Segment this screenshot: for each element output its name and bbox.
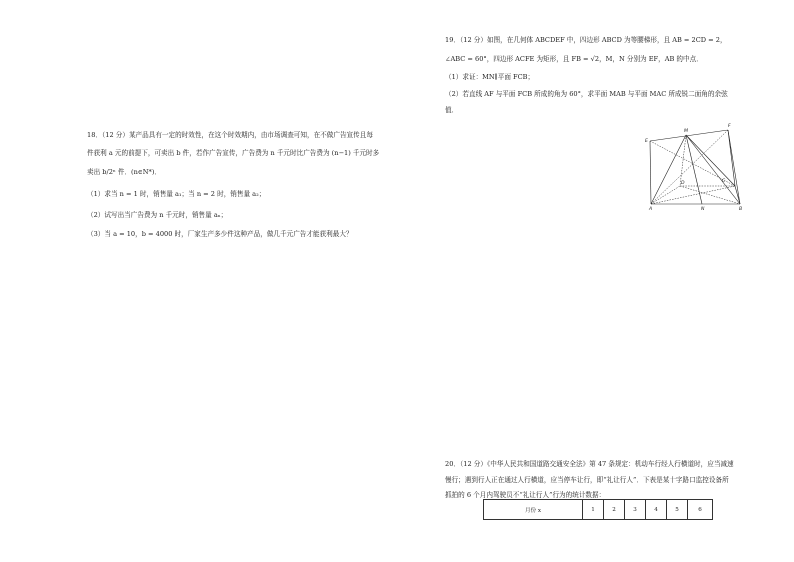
table-header-month: 月份 x [484,500,583,520]
table-cell: 1 [583,500,604,520]
q19-line-2: ∠ABC = 60°，四边形 ACFE 为矩形，且 FB = √2，M，N 分别为 EF，AB 的中点． [445,55,703,63]
q20-line-1: 20．（12 分）《中华人民共和国道路交通安全法》第 47 条规定：机动车行经人行横道时，应当减速 [445,460,734,468]
q19-part-2: （2）若直线 AF 与平面 FCB 所成的角为 60°，求平面 MAB 与平面 MAC 所成锐二面角的余弦 [445,90,728,98]
figure-label-m: M [684,129,688,134]
q18-line-1: 18．（12 分）某产品具有一定的时效性，在这个时效期内，由市场调查可知，在不做广告宣传且每 [87,131,373,139]
table-cell: 4 [646,500,667,520]
figure-label-a: A [649,207,653,212]
q18-part-3: （3）当 a = 10，b = 4000 时，厂家生产多少件这种产品，做几千元广告才能获利最大？ [87,230,353,238]
figure-label-e: E [645,139,648,144]
q20-line-2: 慢行；遇到行人正在通过人行横道，应当停车让行，即“礼让行人”．下表是某十字路口监控设备所 [445,476,729,484]
figure-label-c: C [722,179,726,184]
table-cell: 3 [625,500,646,520]
table-row [484,500,713,520]
figure-label-f: F [728,124,731,129]
table-cell: 6 [688,500,713,520]
geometry-figure [640,120,752,212]
q19-part-1: （1）求证：MN∥平面 FCB； [445,73,535,81]
q18-line-2: 件获利 a 元的前提下，可卖出 b 件，若作广告宣传，广告费为 n 千元时比广告费为 (n−1) 千元时多 [87,149,380,157]
q20-line-3: 抓拍的 6 个月内驾驶员不“礼让行人”行为的统计数据： [445,491,606,499]
violation-data-table [483,499,713,520]
q19-part-2b: 值． [445,106,459,114]
q18-part-1: （1）求当 n = 1 时，销售量 a₁；当 n = 2 时，销售量 a₂； [87,190,266,198]
figure-label-n: N [701,207,705,212]
figure-label-b: B [739,207,743,212]
q19-line-1: 19．（12 分）如图，在几何体 ABCDEF 中，四边形 ABCD 为等腰梯形，且 AB = 2CD = 2， [445,36,727,44]
q18-part-2: （2）试写出当广告费为 n 千元时，销售量 aₙ； [87,211,228,219]
table-cell: 5 [667,500,688,520]
q18-line-3: 卖出 b/2ⁿ 件．(n∈N*)． [87,168,161,176]
figure-label-d: D [681,181,685,186]
table-cell: 2 [604,500,625,520]
